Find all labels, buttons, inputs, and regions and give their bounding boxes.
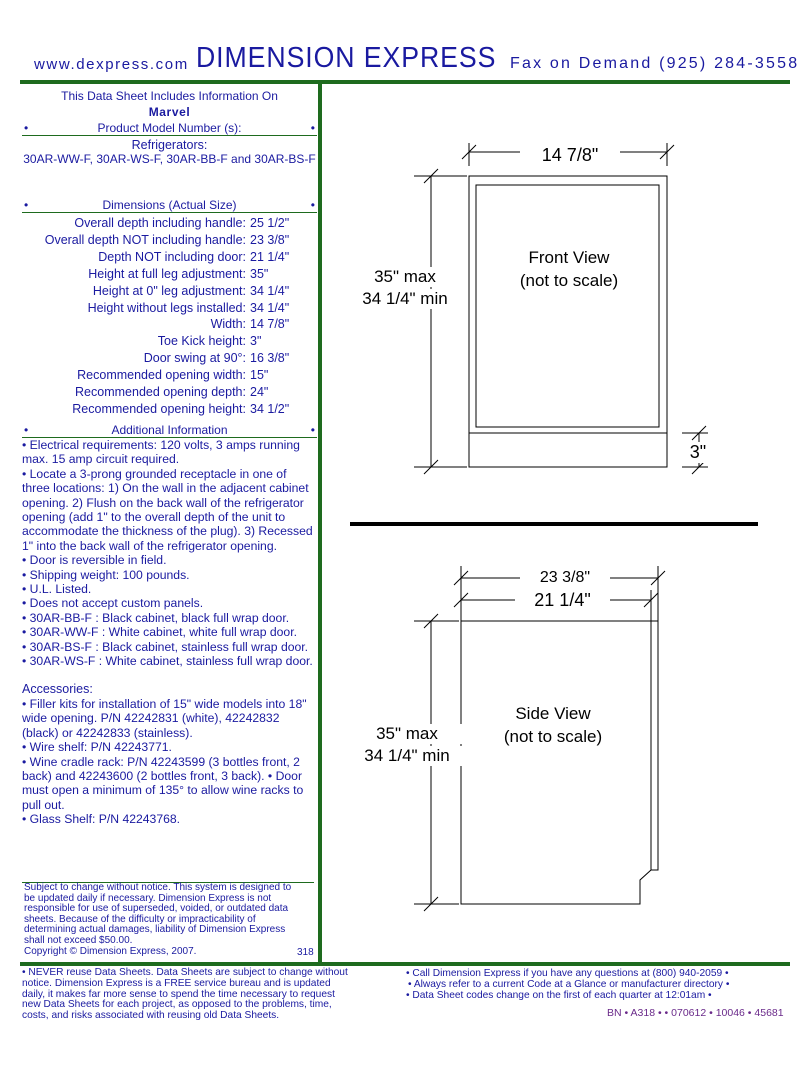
dimension-value: 23 3/8" [250, 232, 290, 247]
dimension-label: Recommended opening width: [77, 368, 246, 383]
front-toe-kick-label: 3" [683, 442, 713, 463]
dimension-value: 35" [250, 266, 269, 281]
dimension-row [0, 284, 300, 298]
dimension-value: 14 7/8" [250, 317, 290, 332]
front-height-max: 35" max [345, 267, 465, 287]
dimension-value: 15" [250, 368, 269, 383]
dimension-value: 16 3/8" [250, 351, 290, 366]
dimension-row [0, 250, 300, 264]
dimension-label: Height at full leg adjustment: [88, 266, 246, 281]
dimension-label: Overall depth NOT including handle: [44, 232, 246, 247]
footer-codes: BN • A318 • • 070612 • 10046 • 45681 [607, 1007, 784, 1019]
side-view-subtitle: (not to scale) [503, 727, 603, 746]
brand-title: DIMENSION EXPRESS [196, 42, 497, 74]
dimension-row [0, 317, 300, 331]
side-depth-overall-label: 23 3/8" [520, 569, 610, 587]
footer-left-notice: • NEVER reuse Data Sheets. Data Sheets are subject to change without notice. Dimension Express is a FREE service bureau and is updated daily, it makes far more sense to spend the time necessary to request new Data Sheets for each project, as opposed to the problems, time, costs, and risks associated with reusing old Data Sheets. [22, 967, 348, 1022]
additional-text: • Electrical requirements: 120 volts, 3 amps running max. 15 amp circuit required. • Locate a 3-prong grounded receptacle in one of three locations: 1) On the wall in the adjacent cabinet opening. 2) Flush on the back wall of the refrigerator opening (add 1" to the overall depth of the unit to accommodate the thickness of the plug). 3) Recessed 1" into the back wall of the refrigerator opening. • Door is reversible in field. • Shipping weight: 100 pounds. • U.L. Listed. • Does not accept custom panels. • 30AR-BB-F : Black cabinet, black full wrap door. • 30AR-WW-F : White cabinet, white full wrap door. • 30AR-BS-F : Black cabinet, stainless full wrap door. • 30AR-WS-F : White cabinet, stainless full wrap door. [22, 438, 313, 669]
models-heading: • Product Model Number (s): • [24, 121, 315, 135]
dimension-value: 34 1/4" [250, 300, 290, 315]
dimensions-heading: • Dimensions (Actual Size) • [24, 198, 315, 212]
footer-right-line2: • Always refer to a current Code at a Glance or manufacturer directory • [408, 979, 730, 990]
dimension-value: 34 1/2" [250, 401, 290, 416]
dimension-label: Recommended opening depth: [75, 385, 246, 399]
models-heading-label: Product Model Number (s): [97, 121, 242, 135]
fax-number: Fax on Demand (925) 284-3558 [510, 55, 800, 72]
dimension-label: Overall depth including handle: [74, 216, 246, 230]
dimension-label: Toe Kick height: [157, 334, 246, 349]
footer-right-line1: • Call Dimension Express if you have any questions at (800) 940-2059 • [406, 968, 729, 979]
copyright: Copyright © Dimension Express, 2007. [24, 946, 197, 957]
dimension-label: Depth NOT including door: [98, 249, 246, 264]
dimension-value: 3" [250, 334, 262, 349]
additional-heading-label: Additional Information [111, 423, 228, 437]
dimension-label: Height at 0" leg adjustment: [92, 283, 246, 298]
front-width-label: 14 7/8" [520, 145, 620, 166]
models-list: 30AR-WW-F, 30AR-WS-F, 30AR-BB-F and 30AR-BS-F [23, 152, 316, 166]
dimension-row [0, 351, 300, 365]
dimension-value: 34 1/4" [250, 283, 290, 298]
dimension-value: 25 1/2" [250, 216, 290, 230]
disclaimer-text: Subject to change without notice. This system is designed to be updated daily if necessary. Dimension Express is not responsible for use of superseded, voided, or outdated data sheets. Because of the difficulty or impracticability of determining actual damages, liability of Dimension Express shall not exceed $50.00. [24, 882, 292, 946]
dimension-row [0, 402, 300, 416]
dimension-label: Recommended opening height: [72, 401, 246, 416]
dimension-row [0, 385, 300, 399]
dimensions-heading-label: Dimensions (Actual Size) [102, 198, 237, 212]
side-view-title: Side View [515, 704, 591, 723]
front-view-subtitle: (not to scale) [519, 271, 619, 290]
accessories-text: • Filler kits for installation of 15" wide models into 18" wide opening. P/N 42242831 (white), 42242832 (black) or 42242833 (stainless). • Wire shelf: P/N 42243771. • Wine cradle rack: P/N 42243599 (3 bottles front, 2 back) and 42243600 (2 bottles front, 3 back). • Door must open a minimum of 135° to allow wine racks to pull out. • Glass Shelf: P/N 42243768. [22, 697, 307, 827]
website-link[interactable]: www.dexpress.com [34, 56, 189, 73]
manufacturer-name: Marvel [148, 105, 191, 119]
dimension-label: Door swing at 90°: [143, 351, 246, 366]
dimension-label: Height without legs installed: [87, 300, 246, 315]
dimension-row [0, 216, 300, 230]
side-height-min: 34 1/4" min [347, 746, 467, 766]
dimension-row [0, 301, 300, 315]
additional-heading: • Additional Information • [24, 423, 315, 437]
models-category: Refrigerators: [131, 138, 208, 152]
dimension-value: 21 1/4" [250, 249, 290, 264]
dimension-value: 24" [250, 385, 269, 399]
side-depth-no-door-label: 21 1/4" [515, 590, 610, 611]
front-view-title: Front View [528, 248, 610, 267]
header [0, 0, 808, 90]
dimension-label: Width: [210, 317, 246, 332]
dimension-row [0, 334, 300, 348]
front-height-min: 34 1/4" min [345, 289, 465, 309]
dimensions-table [0, 216, 300, 416]
intro-line: This Data Sheet Includes Information On [61, 89, 278, 103]
accessories-heading: Accessories: [22, 682, 93, 696]
page-number: 318 [297, 947, 314, 958]
side-height-max: 35" max [347, 724, 467, 744]
dimension-row [0, 368, 300, 382]
drawings [322, 84, 808, 964]
dimension-row [0, 267, 300, 281]
footer-right-line3: • Data Sheet codes change on the first of each quarter at 12:01am • [406, 990, 712, 1001]
dimension-row [0, 233, 300, 247]
